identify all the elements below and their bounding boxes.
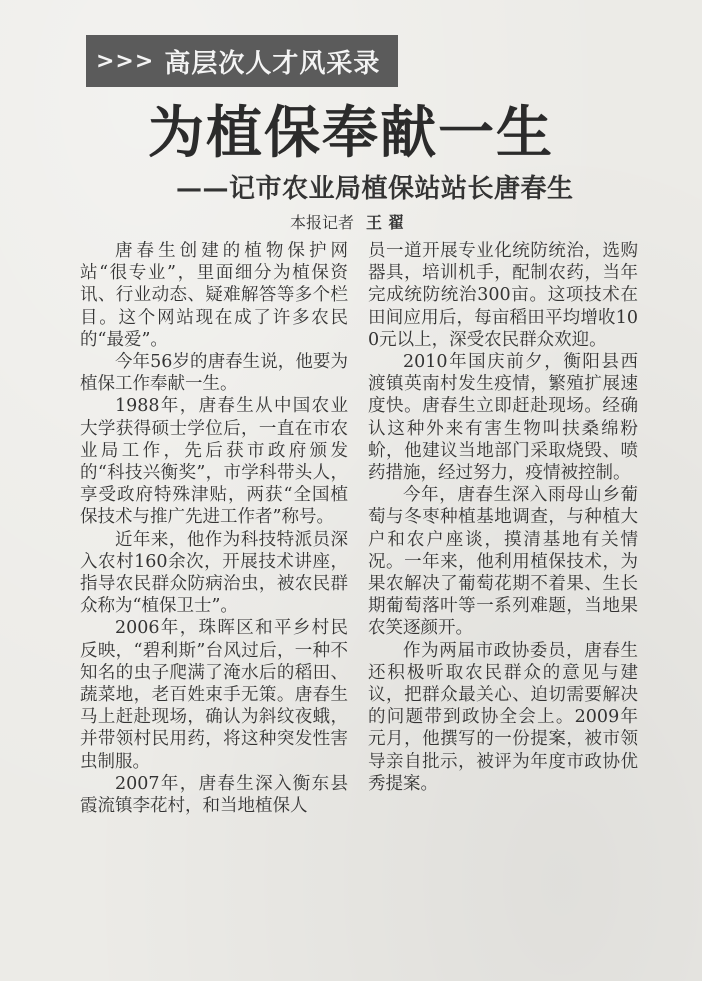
paragraph: 2010年国庆前夕，衡阳县西渡镇英南村发生疫情，繁殖扩展速度快。唐春生立即赶赴现场。经确认这种外来有害生物叫扶桑绵粉蚧，他建议当地部门采取烧毁、喷药措施，经过努力，疫情被控制。: [368, 352, 638, 484]
paragraph-continued: 员一道开展专业化统防统治，选购器具，培训机手，配制农药，当年完成统防统治300亩。这项技术在田间应用后，每亩稻田平均增收100元以上，深受农民群众欢迎。: [368, 241, 638, 350]
paragraph: 2007年，唐春生深入衡东县霞流镇李花村，和当地植保人: [80, 773, 348, 817]
article-subheadline: ——记市农业局植保站站长唐春生: [176, 174, 574, 204]
section-kicker: [86, 35, 398, 87]
article-headline: 为植保奉献一生: [148, 101, 554, 166]
byline: [290, 212, 410, 234]
paragraph: 今年，唐春生深入雨母山乡葡萄与冬枣种植基地调查，与种植大户和农户座谈，摸清基地有关情况。一年来，他利用植保技术，为果农解决了葡萄花期不着果、生长期葡萄落叶等一系列难题，当地果农笑逐颜开。: [368, 485, 638, 639]
paragraph: 1988年，唐春生从中国农业大学获得硕士学位后，一直在市农业局工作，先后获市政府颁发的“科技兴衡奖”，市学科带头人，享受政府特殊津贴，两获“全国植保技术与推广先进工作者”称号。: [80, 396, 348, 528]
paragraph: 2006年，珠晖区和平乡村民反映，“碧利斯”台风过后，一种不知名的虫子爬满了淹水后的稻田、蔬菜地，老百姓束手无策。唐春生马上赶赴现场，确认为斜纹夜蛾，并带领村民用药，将这种突发性害虫制服。: [80, 618, 348, 772]
article-column-left: [80, 240, 348, 817]
paragraph: 近年来，他作为科技特派员深入农村160余次，开展技术讲座，指导农民群众防病治虫，被农民群众称为“植保卫士”。: [80, 529, 348, 617]
kicker-arrows: >>>: [96, 48, 155, 74]
paragraph: 唐春生创建的植物保护网站“很专业”，里面细分为植保资讯、行业动态、疑难解答等多个栏目。这个网站现在成了许多农民的“最爱”。: [80, 241, 348, 350]
byline-label: 本报记者: [290, 213, 355, 232]
paragraph: 作为两届市政协委员，唐春生还积极听取农民群众的意见与建议，把群众最关心、迫切需要解决的问题带到政协全会上。2009年元月，他撰写的一份提案，被市领导亲自批示，被评为年度市政协优秀提案。: [368, 640, 638, 794]
article-column-right: [368, 240, 638, 795]
kicker-title: 高层次人才风采录: [164, 48, 381, 79]
byline-author: 王翟: [366, 213, 411, 232]
paragraph: 今年56岁的唐春生说，他要为植保工作奉献一生。: [80, 352, 348, 395]
